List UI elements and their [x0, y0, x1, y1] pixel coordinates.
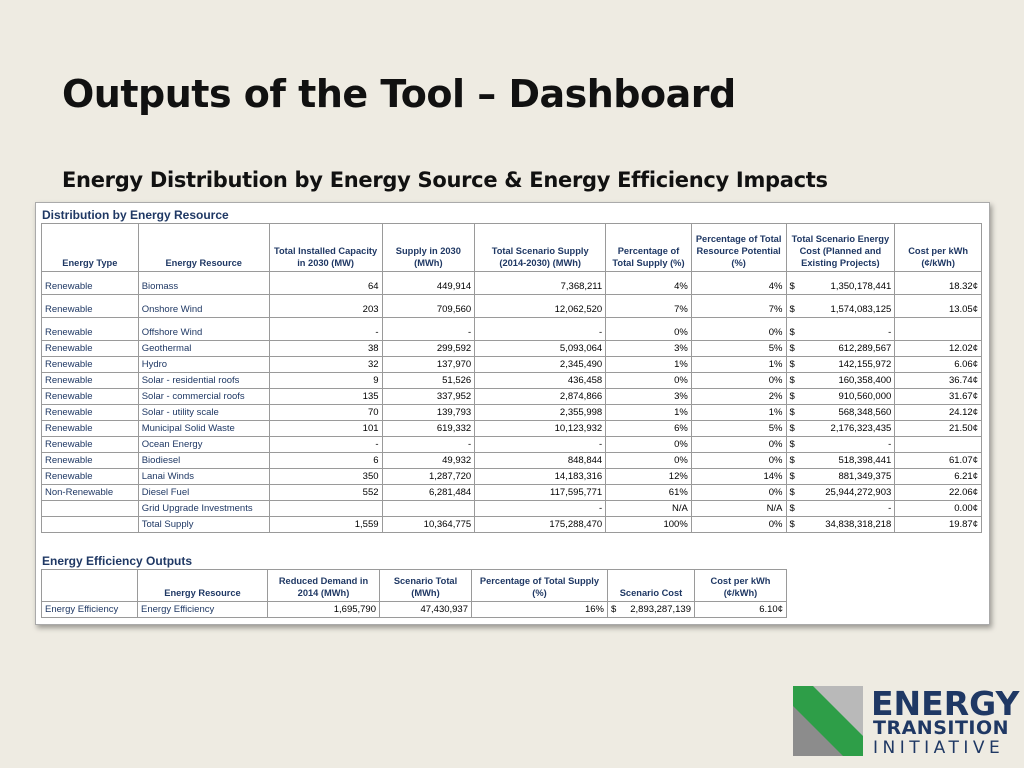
energy-type-cell: Renewable [42, 421, 139, 437]
pct-potential-cell: 0% [691, 437, 786, 453]
currency-symbol: $ [789, 390, 795, 402]
currency-symbol: $ [789, 518, 795, 530]
supply-2030-cell: 1,287,720 [382, 469, 475, 485]
col-header [42, 570, 138, 602]
supply-2030-cell: 709,560 [382, 295, 475, 318]
pct-supply-cell: 1% [606, 357, 692, 373]
table-row [42, 389, 982, 405]
pct-supply-cell: 16% [472, 602, 608, 618]
scenario-supply-cell: 5,093,064 [475, 341, 606, 357]
installed-capacity-cell: 135 [269, 389, 382, 405]
cost-value: 2,176,323,435 [830, 422, 892, 434]
logo-text-initiative: INITIATIVE [873, 738, 1005, 758]
cost-value: - [888, 502, 892, 514]
pct-potential-cell: 0% [691, 453, 786, 469]
energy-resource-cell: Biodiesel [138, 453, 269, 469]
energy-type-cell: Renewable [42, 357, 139, 373]
scenario-supply-cell: 2,355,998 [475, 405, 606, 421]
currency-symbol: $ [789, 438, 795, 450]
energy-resource-cell: Grid Upgrade Investments [138, 501, 269, 517]
cost-per-kwh-cell: 22.06¢ [895, 485, 982, 501]
supply-2030-cell: - [382, 437, 475, 453]
energy-type-cell: Renewable [42, 272, 139, 295]
table-row [42, 485, 982, 501]
energy-type-cell: Renewable [42, 318, 139, 341]
energy-transition-logo [793, 684, 1020, 758]
col-header: Scenario Total (MWh) [380, 570, 472, 602]
supply-2030-cell [382, 501, 475, 517]
currency-symbol: $ [789, 327, 795, 338]
cost-value: 518,398,441 [838, 454, 892, 466]
installed-capacity-cell: 1,559 [269, 517, 382, 533]
cost-per-kwh-cell: 18.32¢ [895, 272, 982, 295]
energy-type-cell: Renewable [42, 437, 139, 453]
energy-type-cell: Renewable [42, 389, 139, 405]
energy-type-cell: Renewable [42, 405, 139, 421]
supply-2030-cell: - [382, 318, 475, 341]
col-header: Scenario Cost [608, 570, 695, 602]
currency-symbol: $ [789, 342, 795, 354]
cost-value: 25,944,272,903 [825, 486, 892, 498]
scenario-supply-cell: - [475, 318, 606, 341]
installed-capacity-cell: 9 [269, 373, 382, 389]
cost-per-kwh-cell [895, 318, 982, 341]
table-row [42, 405, 982, 421]
cost-per-kwh-cell: 6.10¢ [695, 602, 787, 618]
energy-cost-cell [786, 421, 895, 437]
supply-2030-cell: 619,332 [382, 421, 475, 437]
scenario-cost-cell [608, 602, 695, 618]
installed-capacity-cell: 101 [269, 421, 382, 437]
cost-per-kwh-cell: 13.05¢ [895, 295, 982, 318]
col-header: Energy Resource [138, 224, 269, 272]
energy-cost-cell [786, 341, 895, 357]
table-row [42, 453, 982, 469]
currency-symbol: $ [789, 454, 795, 466]
supply-2030-cell: 337,952 [382, 389, 475, 405]
cost-value: - [888, 327, 892, 338]
scenario-supply-cell: 10,123,932 [475, 421, 606, 437]
currency-symbol: $ [789, 281, 795, 292]
cost-per-kwh-cell: 24.12¢ [895, 405, 982, 421]
installed-capacity-cell: 6 [269, 453, 382, 469]
efficiency-title: Energy Efficiency Outputs [42, 554, 193, 568]
distribution-table [41, 223, 982, 533]
energy-type-cell: Non-Renewable [42, 485, 139, 501]
energy-type-cell [42, 501, 139, 517]
installed-capacity-cell: 64 [269, 272, 382, 295]
energy-resource-cell: Ocean Energy [138, 437, 269, 453]
cost-value: 881,349,375 [838, 470, 892, 482]
scenario-supply-cell: 7,368,211 [475, 272, 606, 295]
pct-potential-cell: 1% [691, 405, 786, 421]
pct-supply-cell: 100% [606, 517, 692, 533]
scenario-supply-cell: - [475, 501, 606, 517]
cost-value: 1,350,178,441 [830, 281, 892, 292]
cost-per-kwh-cell: 19.87¢ [895, 517, 982, 533]
installed-capacity-cell: - [269, 437, 382, 453]
cost-value: 612,289,567 [838, 342, 892, 354]
col-header: Energy Resource [138, 570, 268, 602]
scenario-total-cell: 47,430,937 [380, 602, 472, 618]
efficiency-table [41, 569, 787, 618]
table-row [42, 517, 982, 533]
energy-type-cell [42, 517, 139, 533]
supply-2030-cell: 10,364,775 [382, 517, 475, 533]
pct-potential-cell: 5% [691, 341, 786, 357]
pct-supply-cell: 4% [606, 272, 692, 295]
col-header: Cost per kWh (¢/kWh) [695, 570, 787, 602]
distribution-header-row [42, 224, 982, 272]
installed-capacity-cell: 32 [269, 357, 382, 373]
col-header: Total Installed Capacity in 2030 (MW) [269, 224, 382, 272]
energy-cost-cell [786, 469, 895, 485]
supply-2030-cell: 137,970 [382, 357, 475, 373]
supply-2030-cell: 449,914 [382, 272, 475, 295]
energy-cost-cell [786, 389, 895, 405]
logo-mark-icon [793, 686, 863, 756]
pct-supply-cell: 3% [606, 389, 692, 405]
cost-per-kwh-cell: 12.02¢ [895, 341, 982, 357]
logo-text-transition: TRANSITION [873, 717, 1010, 739]
table-row [42, 357, 982, 373]
supply-2030-cell: 139,793 [382, 405, 475, 421]
cost-value: 160,358,400 [838, 374, 892, 386]
energy-resource-cell: Hydro [138, 357, 269, 373]
energy-resource-cell: Biomass [138, 272, 269, 295]
energy-cost-cell [786, 517, 895, 533]
cost-value: 142,155,972 [838, 358, 892, 370]
energy-type-cell: Renewable [42, 341, 139, 357]
cost-per-kwh-cell: 61.07¢ [895, 453, 982, 469]
pct-potential-cell: 14% [691, 469, 786, 485]
energy-resource-cell: Lanai Winds [138, 469, 269, 485]
energy-cost-cell [786, 373, 895, 389]
cost-per-kwh-cell [895, 437, 982, 453]
cost-per-kwh-cell: 21.50¢ [895, 421, 982, 437]
scenario-supply-cell: 848,844 [475, 453, 606, 469]
pct-supply-cell: N/A [606, 501, 692, 517]
pct-potential-cell: 0% [691, 373, 786, 389]
currency-symbol: $ [789, 486, 795, 498]
scenario-supply-cell: - [475, 437, 606, 453]
pct-potential-cell: 0% [691, 318, 786, 341]
table-row [42, 469, 982, 485]
cost-per-kwh-cell: 31.67¢ [895, 389, 982, 405]
energy-resource-cell: Total Supply [138, 517, 269, 533]
energy-cost-cell [786, 437, 895, 453]
energy-resource-cell: Offshore Wind [138, 318, 269, 341]
currency-symbol: $ [789, 358, 795, 370]
dashboard-sheet [35, 202, 990, 625]
supply-2030-cell: 49,932 [382, 453, 475, 469]
currency-symbol: $ [789, 406, 795, 418]
pct-potential-cell: 5% [691, 421, 786, 437]
installed-capacity-cell: - [269, 318, 382, 341]
table-row [42, 373, 982, 389]
table-row [42, 295, 982, 318]
cost-value: - [888, 438, 892, 450]
energy-type-cell: Renewable [42, 295, 139, 318]
pct-potential-cell: 0% [691, 485, 786, 501]
supply-2030-cell: 6,281,484 [382, 485, 475, 501]
scenario-supply-cell: 12,062,520 [475, 295, 606, 318]
energy-type-cell: Renewable [42, 373, 139, 389]
energy-resource-cell: Onshore Wind [138, 295, 269, 318]
table-row [42, 318, 982, 341]
energy-resource-cell: Solar - residential roofs [138, 373, 269, 389]
currency-symbol: $ [789, 374, 795, 386]
currency-symbol: $ [789, 470, 795, 482]
pct-supply-cell: 0% [606, 373, 692, 389]
col-header: Reduced Demand in 2014 (MWh) [268, 570, 380, 602]
energy-resource-cell: Energy Efficiency [138, 602, 268, 618]
cost-per-kwh-cell: 6.06¢ [895, 357, 982, 373]
scenario-supply-cell: 14,183,316 [475, 469, 606, 485]
distribution-title: Distribution by Energy Resource [42, 208, 229, 222]
supply-2030-cell: 51,526 [382, 373, 475, 389]
cost-per-kwh-cell: 36.74¢ [895, 373, 982, 389]
pct-supply-cell: 0% [606, 437, 692, 453]
energy-cost-cell [786, 405, 895, 421]
table-row [42, 501, 982, 517]
pct-supply-cell: 0% [606, 318, 692, 341]
energy-cost-cell [786, 501, 895, 517]
pct-supply-cell: 0% [606, 453, 692, 469]
slide-subtitle: Energy Distribution by Energy Source & Energy Efficiency Impacts [62, 168, 828, 192]
energy-cost-cell [786, 453, 895, 469]
energy-type-cell: Renewable [42, 469, 139, 485]
energy-type-cell: Energy Efficiency [42, 602, 138, 618]
installed-capacity-cell: 70 [269, 405, 382, 421]
installed-capacity-cell [269, 501, 382, 517]
currency-symbol: $ [789, 502, 795, 514]
scenario-supply-cell: 436,458 [475, 373, 606, 389]
installed-capacity-cell: 38 [269, 341, 382, 357]
cost-value: 910,560,000 [838, 390, 892, 402]
pct-potential-cell: 0% [691, 517, 786, 533]
pct-supply-cell: 12% [606, 469, 692, 485]
pct-supply-cell: 7% [606, 295, 692, 318]
energy-resource-cell: Solar - utility scale [138, 405, 269, 421]
table-row [42, 602, 787, 618]
energy-resource-cell: Solar - commercial roofs [138, 389, 269, 405]
cost-per-kwh-cell: 0.00¢ [895, 501, 982, 517]
reduced-demand-cell: 1,695,790 [268, 602, 380, 618]
col-header: Total Scenario Energy Cost (Planned and Existing Projects) [786, 224, 895, 272]
energy-cost-cell [786, 485, 895, 501]
energy-cost-cell [786, 357, 895, 373]
pct-potential-cell: 2% [691, 389, 786, 405]
pct-potential-cell: 7% [691, 295, 786, 318]
pct-supply-cell: 3% [606, 341, 692, 357]
col-header: Supply in 2030 (MWh) [382, 224, 475, 272]
energy-resource-cell: Geothermal [138, 341, 269, 357]
currency-symbol: $ [789, 422, 795, 434]
supply-2030-cell: 299,592 [382, 341, 475, 357]
col-header: Cost per kWh (¢/kWh) [895, 224, 982, 272]
col-header: Percentage of Total Resource Potential (%) [691, 224, 786, 272]
table-row [42, 272, 982, 295]
energy-type-cell: Renewable [42, 453, 139, 469]
installed-capacity-cell: 552 [269, 485, 382, 501]
efficiency-header-row [42, 570, 787, 602]
energy-resource-cell: Diesel Fuel [138, 485, 269, 501]
pct-potential-cell: 1% [691, 357, 786, 373]
cost-value: 2,893,287,139 [630, 603, 691, 615]
scenario-supply-cell: 2,874,866 [475, 389, 606, 405]
col-header: Total Scenario Supply (2014-2030) (MWh) [475, 224, 606, 272]
cost-per-kwh-cell: 6.21¢ [895, 469, 982, 485]
logo-text-energy: ENERGY [871, 684, 1020, 723]
pct-potential-cell: 4% [691, 272, 786, 295]
scenario-supply-cell: 175,288,470 [475, 517, 606, 533]
energy-cost-cell [786, 295, 895, 318]
energy-resource-cell: Municipal Solid Waste [138, 421, 269, 437]
col-header: Percentage of Total Supply (%) [472, 570, 608, 602]
currency-symbol: $ [611, 603, 617, 615]
installed-capacity-cell: 203 [269, 295, 382, 318]
slide-title: Outputs of the Tool – Dashboard [62, 72, 736, 116]
table-row [42, 421, 982, 437]
table-row [42, 437, 982, 453]
cost-value: 34,838,318,218 [825, 518, 892, 530]
table-row [42, 341, 982, 357]
col-header: Energy Type [42, 224, 139, 272]
scenario-supply-cell: 2,345,490 [475, 357, 606, 373]
cost-value: 1,574,083,125 [830, 304, 892, 315]
installed-capacity-cell: 350 [269, 469, 382, 485]
cost-value: 568,348,560 [838, 406, 892, 418]
currency-symbol: $ [789, 304, 795, 315]
pct-supply-cell: 6% [606, 421, 692, 437]
pct-supply-cell: 1% [606, 405, 692, 421]
pct-supply-cell: 61% [606, 485, 692, 501]
pct-potential-cell: N/A [691, 501, 786, 517]
energy-cost-cell [786, 318, 895, 341]
scenario-supply-cell: 117,595,771 [475, 485, 606, 501]
energy-cost-cell [786, 272, 895, 295]
col-header: Percentage of Total Supply (%) [606, 224, 692, 272]
